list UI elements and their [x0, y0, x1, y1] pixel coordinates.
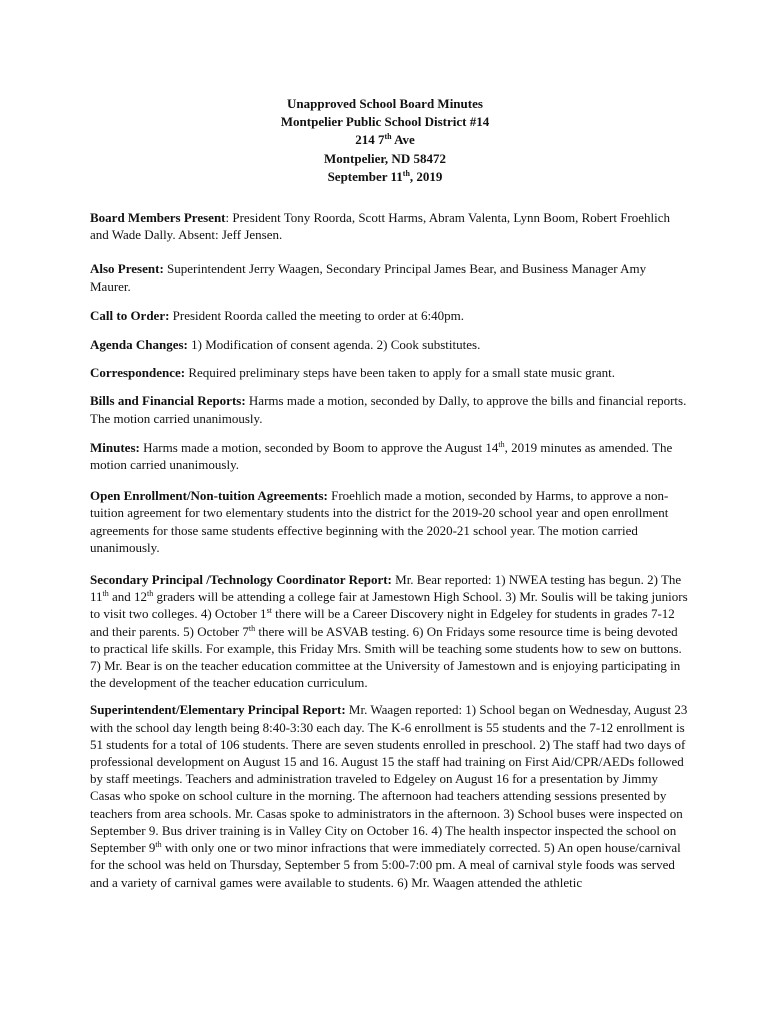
secondary-report-sup-1: th [102, 589, 109, 599]
minutes-body [90, 209, 690, 891]
secondary-report-text-3: graders will be attending a college fair at Jamestown High School. 3) Mr. Soulis will be taking juniors to visit two colleges. 4) October 1 [90, 589, 688, 622]
header-district: Montpelier Public School District #14 [280, 114, 490, 130]
header-street [0, 131, 770, 149]
correspondence-label: Correspondence: [90, 365, 186, 381]
superintendent-report-label: Superintendent/Elementary Principal Report: [90, 702, 346, 718]
also-present-text: Superintendent Jerry Waagen, Secondary Principal James Bear, and Business Manager Amy Maurer. [90, 261, 647, 294]
header-date-sup: th [402, 168, 410, 178]
correspondence-paragraph [90, 364, 690, 381]
agenda-changes-paragraph [90, 336, 690, 353]
header-date [0, 168, 770, 186]
secondary-report-text-5: there will be ASVAB testing. 6) On Fridays some resource time is being devoted to practical life skills. For example, this Friday Mrs. Smith will be teaching some students how to sew on buttons. 7) Mr. Bear is on the teacher education committee at the University of Jamestown and is enjoying participating in the development of the teacher education curriculum. [90, 623, 682, 691]
minutes-label: Minutes: [90, 439, 140, 455]
superintendent-report-text-1: Mr. Waagen reported: 1) School began on Wednesday, August 23 with the school day length being 8:40-3:30 each day. The K-6 enrollment is 55 students and the 7-12 enrollment is 51 students for a total of 106 students. There are seven students enrolled in preschool. 2) The staff had two days of professional development on August 15 and 16. August 15 the staff had training on First Aid/CPR/AEDs followed by staff meetings. Teachers and administration traveled to Edgeley on August 16 for a presentation by Jimmy Casas who spoke on school culture in the morning. The afternoon had teachers attending sessions presented by teachers from area schools. Mr. Casas spoke to administrators in the afternoon. 3) School buses were inspected on September 9. Bus driver training is in Valley City on October 16. 4) The health inspector inspected the school on September 9 [90, 702, 688, 856]
header-date-year: , 2019 [409, 168, 443, 184]
secondary-report-text-4: there will be a Career Discovery night in Edgeley for students in grades 7-12 and their parents. 5) October 7 [90, 606, 675, 639]
secondary-report-sup-2: th [147, 589, 154, 599]
secondary-report-paragraph [90, 571, 690, 691]
header-date-text: September 11 [327, 168, 403, 184]
board-members-text: : President Tony Roorda, Scott Harms, Abram Valenta, Lynn Boom, Robert Froehlich and Wade Dally. Absent: Jeff Jensen. [90, 210, 671, 243]
header-title: Unapproved School Board Minutes [287, 96, 483, 111]
document-header [0, 95, 770, 186]
call-to-order-label: Call to Order: [90, 307, 170, 323]
call-to-order-text: President Roorda called the meeting to order at 6:40pm. [169, 307, 465, 323]
superintendent-report-text-2: with only one or two minor infractions that were immediately corrected. 5) An open house/carnival for the school was held on Thursday, September 5 from 5:00-7:00 pm. A meal of carnival style foods was served and a variety of carnival games were available to students. 6) Mr. Waagen attended the athletic [90, 840, 681, 890]
also-present-paragraph [90, 260, 690, 294]
minutes-text-a: Harms made a motion, seconded by Boom to approve the August 14 [139, 439, 499, 455]
minutes-sup: th [498, 439, 505, 449]
also-present-label: Also Present: [90, 261, 164, 277]
secondary-report-sup-3: st [266, 606, 272, 616]
board-members-paragraph [90, 209, 690, 243]
header-street-text: 214 7 [355, 132, 385, 148]
agenda-changes-text: 1) Modification of consent agenda. 2) Cook substitutes. [187, 337, 481, 353]
bills-paragraph [90, 392, 690, 426]
open-enrollment-paragraph [90, 487, 690, 556]
secondary-report-label: Secondary Principal /Technology Coordinator Report: [90, 572, 392, 588]
secondary-report-text-1: Mr. Bear reported: 1) NWEA testing has begun. 2) The 11 [90, 572, 682, 605]
board-members-label: Board Members Present [90, 210, 226, 225]
header-city: Montpelier, ND 58472 [324, 150, 446, 166]
superintendent-report-paragraph [90, 701, 690, 890]
bills-label: Bills and Financial Reports: [90, 393, 246, 409]
open-enrollment-label: Open Enrollment/Non-tuition Agreements: [90, 488, 328, 504]
superintendent-report-sup-1: th [155, 840, 162, 850]
secondary-report-sup-4: th [248, 623, 256, 633]
minutes-text-b: , 2019 minutes as amended. The motion carried unanimously. [90, 439, 673, 473]
secondary-report-text-2: and 12 [108, 589, 148, 605]
header-street-suffix: Ave [391, 132, 415, 148]
correspondence-text: Required preliminary steps have been taken to apply for a small state music grant. [185, 365, 616, 381]
bills-text: Harms made a motion, seconded by Dally, to approve the bills and financial reports. The motion carried unanimously. [90, 393, 687, 426]
call-to-order-paragraph [90, 307, 690, 324]
header-street-sup: th [384, 132, 392, 142]
agenda-changes-label: Agenda Changes: [90, 337, 188, 353]
open-enrollment-text: Froehlich made a motion, seconded by Harms, to approve a non-tuition agreement for two elementary students into the district for the 2019-20 school year and open enrollment agreements for those same students effective beginning with the 2020-21 school year. The motion carried unanimously. [90, 488, 669, 555]
minutes-paragraph [90, 439, 690, 473]
